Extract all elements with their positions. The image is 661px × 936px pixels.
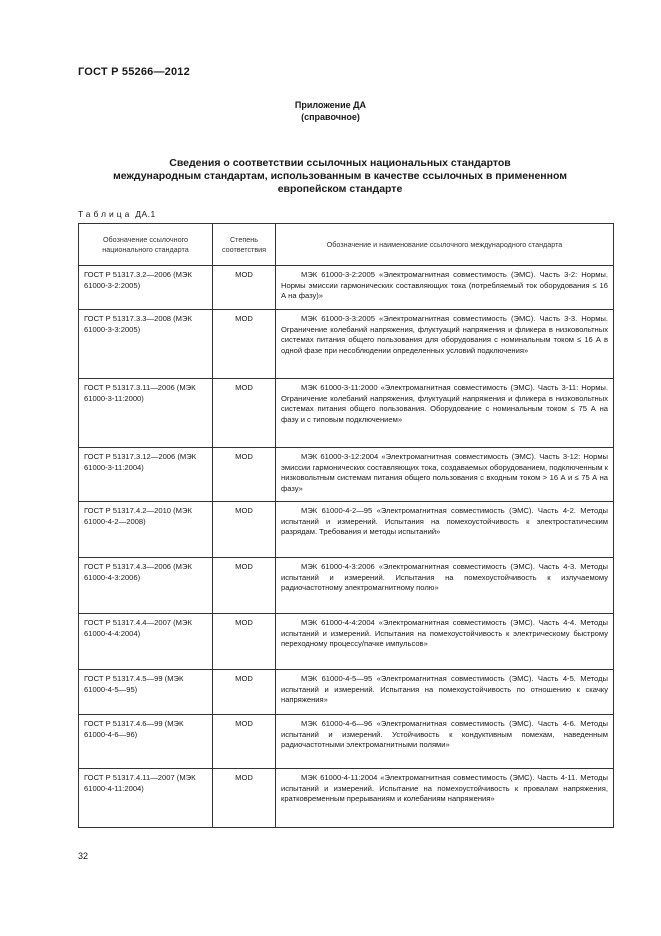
column-header-international: Обозначение и наименование ссылочного международного стандарта	[276, 224, 614, 266]
section-title	[110, 157, 570, 196]
international-standard-cell: МЭК 61000-4-3:2006 «Электромагнитная совместимость (ЭМС). Часть 4-3. Методы испытаний и измерений. Испытания на помехоустойчивость к излучаемому радиочастотному электромагнитному полю»	[276, 558, 614, 614]
table-row	[79, 266, 614, 310]
national-standard-cell: ГОСТ Р 51317.4.4—2007 (МЭК 61000-4-4:2004)	[79, 614, 213, 670]
standards-table	[78, 223, 614, 828]
degree-cell: MOD	[213, 448, 276, 502]
section-title-line-2: международным стандартам, использованным в качестве ссылочных в примененном	[112, 170, 568, 182]
document-id: ГОСТ Р 55266—2012	[78, 66, 190, 78]
international-standard-cell: МЭК 61000-4-6—96 «Электромагнитная совместимость (ЭМС). Часть 4-6. Методы испытаний и измерений. Устойчивость к кондуктивным помехам, наведенным радиочастотными электромагнитными полями»	[276, 715, 614, 769]
table-row	[79, 769, 614, 828]
degree-cell: MOD	[213, 502, 276, 558]
degree-cell: MOD	[213, 558, 276, 614]
section-title-line-3: европейском стандарте	[277, 183, 403, 195]
table-row	[79, 558, 614, 614]
national-standard-cell: ГОСТ Р 51317.4.2—2010 (МЭК 61000-4-2—2008)	[79, 502, 213, 558]
degree-cell: MOD	[213, 266, 276, 310]
international-standard-cell: МЭК 61000-4-5—95 «Электромагнитная совместимость (ЭМС). Часть 4-5. Методы испытаний и измерений. Испытания на помехоустойчивость по отношению к скачку напряжения»	[276, 670, 614, 715]
table-caption-id: ДА.1	[135, 209, 156, 219]
table-row	[79, 715, 614, 769]
appendix-subtitle: (справочное)	[301, 112, 360, 122]
national-standard-cell: ГОСТ Р 51317.3.3—2008 (МЭК 61000-3-3:2005)	[79, 310, 213, 379]
national-standard-cell: ГОСТ Р 51317.3.11—2006 (МЭК 61000-3-11:2000)	[79, 379, 213, 448]
section-title-line-1: Сведения о соответствии ссылочных национальных стандартов	[169, 157, 511, 169]
table-row	[79, 502, 614, 558]
degree-cell: MOD	[213, 379, 276, 448]
table-caption	[78, 209, 156, 219]
international-standard-cell: МЭК 61000-3-11:2000 «Электромагнитная совместимость (ЭМС). Часть 3-11: Нормы. Ограничение колебаний напряжения, флуктуаций напряжения и фликера в низковольтных системах питания общего пользования. Оборудование с номинальным током ≤ 75 А на фазу и с типовым подключением»	[276, 379, 614, 448]
table-row	[79, 614, 614, 670]
international-standard-cell: МЭК 61000-3-12:2004 «Электромагнитная совместимость (ЭМС). Часть 3-12: Нормы эмиссии гармонических составляющих тока, создаваемых оборудованием, подключенным к низковольтным системам питания общего пользования с входным током > 16 А и ≤ 75 А на фазу»	[276, 448, 614, 502]
degree-cell: MOD	[213, 769, 276, 828]
column-header-national: Обозначение ссылочного национального стандарта	[79, 224, 213, 266]
international-standard-cell: МЭК 61000-4-11:2004 «Электромагнитная совместимость (ЭМС). Часть 4-11. Методы испытаний и измерений. Испытание на помехоустойчивость к провалам напряжения, кратковременным прерываниям и колебаниям напряжения»	[276, 769, 614, 828]
national-standard-cell: ГОСТ Р 51317.4.3—2006 (МЭК 61000-4-3:2006)	[79, 558, 213, 614]
table-row	[79, 670, 614, 715]
degree-cell: MOD	[213, 614, 276, 670]
national-standard-cell: ГОСТ Р 51317.3.12—2006 (МЭК 61000-3-11:2004)	[79, 448, 213, 502]
appendix-title: Приложение ДА	[294, 100, 367, 110]
international-standard-cell: МЭК 61000-4-4:2004 «Электромагнитная совместимость (ЭМС). Часть 4-4. Методы испытаний и измерений. Испытания на помехоустойчивость к электрическому быстрому переходному процессу/пачке импульсов»	[276, 614, 614, 670]
national-standard-cell: ГОСТ Р 51317.4.5—99 (МЭК 61000-4-5—95)	[79, 670, 213, 715]
national-standard-cell: ГОСТ Р 51317.3.2—2006 (МЭК 61000-3-2:2005)	[79, 266, 213, 310]
table-row	[79, 379, 614, 448]
appendix-heading	[0, 99, 661, 123]
international-standard-cell: МЭК 61000-4-2—95 «Электромагнитная совместимость (ЭМС). Часть 4-2. Методы испытаний и измерений. Испытания на помехоустойчивость к электростатическим разрядам. Требования и методы испытаний»	[276, 502, 614, 558]
degree-cell: MOD	[213, 670, 276, 715]
national-standard-cell: ГОСТ Р 51317.4.6—99 (МЭК 61000-4-6—96)	[79, 715, 213, 769]
page-number: 32	[78, 851, 89, 861]
international-standard-cell: МЭК 61000-3-2:2005 «Электромагнитная совместимость (ЭМС). Часть 3-2: Нормы. Нормы эмиссии гармонических составляющих тока (потребляемый ток оборудования ≤ 16 А на фазу)»	[276, 266, 614, 310]
table-row	[79, 310, 614, 379]
degree-cell: MOD	[213, 715, 276, 769]
degree-cell: MOD	[213, 310, 276, 379]
table-row	[79, 448, 614, 502]
national-standard-cell: ГОСТ Р 51317.4.11—2007 (МЭК 61000-4-11:2004)	[79, 769, 213, 828]
table-caption-word: Таблица	[78, 209, 133, 219]
table-header-row	[79, 224, 614, 266]
column-header-degree: Степень соответствия	[213, 224, 276, 266]
international-standard-cell: МЭК 61000-3-3:2005 «Электромагнитная совместимость (ЭМС). Часть 3-3. Нормы. Ограничение колебаний напряжения, флуктуаций напряжения и фликера в низковольтных системах питания общего пользования для оборудования с номинальным током ≤ 16 А в одной фазе при несоблюдении определенных условий подключения»	[276, 310, 614, 379]
